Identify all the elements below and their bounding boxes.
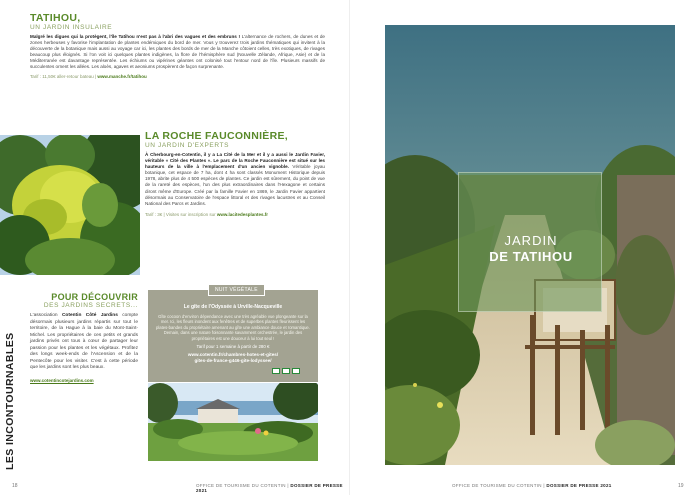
pour-url-link[interactable]: www.cotentincotejardins.com	[30, 377, 94, 383]
nuit-vegetale-box	[148, 287, 318, 382]
roche-body	[145, 152, 325, 207]
pour-url-row	[30, 378, 138, 383]
nuit-url-line1[interactable]: www.cotentin.fr/chambres-hotes-et-gites/	[187, 352, 279, 358]
left-footer-bold: DOSSIER DE PRESSE 2021	[196, 483, 343, 493]
label-logo-icon	[282, 368, 290, 374]
roche-section	[145, 130, 325, 217]
overlay-title-line1: JARDIN	[504, 233, 558, 248]
right-page-number: 19	[678, 483, 684, 489]
pour-text: compte désormais plusieurs jardins répartis sur tout le territoire, de la Hague à la baie du Mont-Saint-Michel. Les propriétaires de ces petits et grands jardins privés ont tous à cœur de partager leur passion pour les plantes et les végétaux. Profitez des longs week-ends de l'Ascension et de la Pentecôte pour les visiter. C'est à cette période que les jardins sont les plus beaux.	[30, 313, 138, 370]
pour-body	[30, 313, 138, 372]
left-footer-text: OFFICE DE TOURISME DU COTENTIN |	[196, 483, 289, 488]
right-footer-bold: DOSSIER DE PRESSE 2021	[546, 483, 612, 488]
nuit-url	[154, 352, 312, 363]
pour-title: POUR DÉCOUVRIR	[51, 292, 138, 302]
roche-subtitle: UN JARDIN D'EXPERTS	[145, 142, 230, 149]
right-footer-text: OFFICE DE TOURISME DU COTENTIN |	[452, 483, 545, 488]
nuit-badge: NUIT VÉGÉTALE	[208, 284, 265, 296]
left-footer	[196, 483, 350, 493]
tatihou-url-link[interactable]: www.manche.fr/tatihou	[97, 73, 147, 79]
gite-garden-photo	[148, 383, 318, 461]
tatihou-title: TATIHOU,	[30, 12, 81, 24]
tatihou-section	[30, 12, 325, 79]
overlay-title-line2: DE TATIHOU	[489, 249, 573, 264]
tatihou-text: L'alternance de rochers, de dunes et de zones herbeuses y favorise l'implantation de plantes endémiques du bord de mer. Vous y trouverez trois jardins thématiques qui invitent à la découverte de la botanique mais aussi au voyage car ici, les plantes des bords de mer de la Manche côtoient celles, très exotiques, de rivages beaucoup plus éloignés. Si l'on voit ici quelques plantes indigènes, la flore de l'hémisphère sud (Nouvelle Zélande, Afrique, Asie) et de la Méditerranée est davantage représentée. Les échiums ou vipérines géantes ont colonisé tout l'entour nord de l'île. Plusieurs massifs de succulentes ornent les allées. Les aloès, agaves et aeoniums prospèrent de façon surprenante.	[30, 34, 325, 70]
roche-text: Véritable joyau botanique, cet espace de 7 ha, dont 4 ha sont classés Monument Historique depuis 1978, abrite plus de 4 500 espèces de plantes. Ce jardin est sûrement, du point de vue de la rareté des espèces, l'un des plus extraordinaires dans l'Hexagone et certains diront même d'Europe. Créé par la famille Favier en 1869, le Jardin Favier appartient désormais au Conservatoire de l'espace littoral et des rivages lacustres et au Conseil National des Parcs et Jardins.	[145, 164, 325, 206]
nuit-text: Gîte cocoon d'environ dépendance avec une très agréable vue plongeante sur la mer. Ici, les fleurs inondent aux fenêtres et de superbes plantes fleurissent les plates-bandes du propriétaire amenant au gîte une ambiance douce et romantique. Demain, dans une nature foisonnante savamment orchestrée, le jardin des propriétaires est une douceur à lui tout seul !	[156, 314, 310, 341]
pour-subtitle: DES JARDINS SECRETS...	[43, 302, 138, 309]
roche-url-link[interactable]: www.lacitedesplantes.fr	[216, 211, 268, 217]
nuit-url-line2[interactable]: gites-de-france-g446-gite-lodyssee/	[194, 357, 272, 363]
nuit-price: Tarif pour 1 semaine à partir de 280 €	[196, 344, 270, 350]
roche-intro: À Cherbourg-en-Cotentin, il y a La Cité de la Mer et il y a aussi le Jardin Favier, véritable « Cité des Plantes ». Le parc de la Roche Fauconnière est situé sur les hauteurs de la ville à l'emplacement d'un ancien vignoble.	[145, 152, 325, 170]
tatihou-subtitle: UN JARDIN INSULAIRE	[30, 24, 113, 31]
pour-decouvrir-section	[30, 292, 138, 383]
roche-fauconniere-photo	[0, 135, 140, 275]
tatihou-intro: Malgré les digues qui la protègent, l'île Tatihou n'est pas à l'abri des vagues et des embruns !	[30, 34, 241, 39]
section-vertical-label: LES INCONTOURNABLES	[4, 332, 16, 470]
label-logo-icon	[272, 368, 280, 374]
roche-tarif	[145, 212, 325, 217]
tatihou-tarif-text: Tarif : 11,50€ aller-retour bateau	[30, 73, 94, 79]
left-page-number: 18	[12, 483, 18, 489]
roche-title: LA ROCHE FAUCONNIÈRE,	[145, 130, 288, 142]
nuit-title: Le gîte de l'Odyssée à Urville-Nacqueville	[183, 304, 283, 310]
label-logos	[272, 368, 300, 374]
tatihou-body	[30, 34, 325, 71]
tatihou-tarif: Tarif : 11,50€ aller-retour bateau | www.manche.fr/tatihou	[30, 73, 147, 79]
right-footer	[452, 483, 612, 488]
pour-lead-bold: Cotentin Côté Jardins	[61, 313, 118, 318]
pour-lead: L'association	[30, 313, 58, 318]
label-logo-icon	[292, 368, 300, 374]
title-overlay-box	[458, 172, 602, 312]
roche-tarif-text: Tarif : 3€ | Visites sur inscription sur	[145, 211, 216, 217]
